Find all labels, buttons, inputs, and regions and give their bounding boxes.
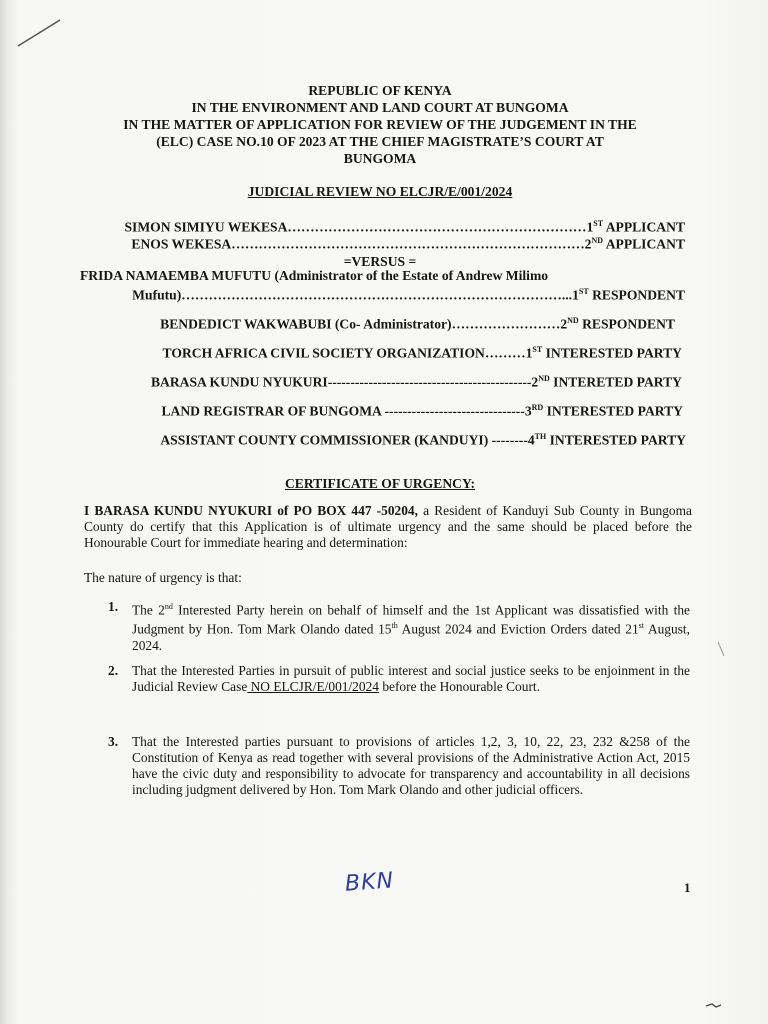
versus-divider: =VERSUS =: [343, 254, 417, 269]
header-line: (ELC) CASE NO.10 OF 2023 AT THE CHIEF MAGISTRATE’S COURT AT: [156, 134, 604, 149]
item-text: Interested Party herein on behalf of himself and the 1st Applicant was dissatisfied with the Judgment by Hon. Tom Mark Olando dated 15: [132, 602, 690, 637]
party-text: TORCH AFRICA CIVIL SOCIETY ORGANIZATION………1: [162, 345, 533, 361]
party-text: LAND REGISTRAR OF BUNGOMA -------------------------------3: [161, 403, 532, 419]
party-role: INTERESTED PARTY: [543, 403, 683, 419]
party-ordinal: TH: [534, 432, 547, 441]
header-line: IN THE MATTER OF APPLICATION FOR REVIEW OF THE JUDGEMENT IN THE: [123, 117, 637, 132]
item-number: 3.: [108, 734, 119, 749]
handwritten-initials: BKN: [344, 868, 395, 897]
party-ordinal: ST: [578, 287, 589, 296]
deponent-name: I BARASA KUNDU NYUKURI of PO BOX 447 -50204,: [84, 503, 418, 518]
party-ordinal: ND: [591, 236, 604, 245]
item-sup: nd: [164, 602, 173, 611]
party-text: ENOS WEKESA……………………………………………………………………2: [131, 236, 592, 252]
party-text: ASSISTANT COUNTY COMMISSIONER (KANDUYI) --------4: [160, 432, 535, 448]
item-text: August, 2024.: [132, 621, 690, 653]
header-line: REPUBLIC OF KENYA: [308, 83, 452, 98]
urgency-item-2: [108, 663, 690, 695]
item-number: 1.: [108, 599, 119, 614]
item-text: The 2: [132, 602, 165, 618]
party-ordinal: ST: [532, 345, 543, 354]
party-respondent-1-line1: [80, 268, 685, 284]
item-sup: th: [391, 621, 398, 631]
party-text: BENDEDICT WAKWABUBI (Co- Administrator)……………………2: [160, 316, 568, 332]
scan-speck: [716, 640, 726, 660]
nature-heading: The nature of urgency is that:: [84, 570, 242, 585]
party-role: INTERESTED PARTY: [542, 345, 682, 361]
party-text: SIMON SIMIYU WEKESA…………………………………………………………1: [124, 219, 594, 235]
page-number: 1: [684, 880, 691, 895]
judicial-review-title: JUDICIAL REVIEW NO ELCJR/E/001/2024: [247, 184, 513, 199]
item-text: That the Interested Parties in pursuit of public interest and social justice seeks to be enjoinment in the Judicial Review Case: [132, 663, 690, 694]
party-ordinal: RD: [531, 403, 544, 412]
item-text: That the Interested parties pursuant to provisions of articles 1,2, 3, 10, 22, 23, 232 &258 of the Constitution of Kenya as read together with several provisions of the Administrative Action Act, 2015 have the civic duty and responsibility to advocate for transparency and accountability in all decisions including judgment delivered by Hon. Tom Mark Olando and other judicial officers.: [132, 734, 690, 797]
party-role: APPLICANT: [603, 219, 685, 235]
court-header: [60, 82, 700, 167]
party-ordinal: ST: [593, 219, 604, 228]
intro-text: a Resident of Kanduyi Sub County in Bungoma County do certify that this Application is of ultimate urgency and the same should be placed before the Honourable Court for immediate hearing and determination:: [84, 503, 692, 550]
certificate-title: CERTIFICATE OF URGENCY:: [284, 476, 476, 491]
party-role: APPLICANT: [603, 236, 685, 252]
party-text: BARASA KUNDU NYUKURI---------------------------------------------2: [150, 374, 539, 390]
header-line: IN THE ENVIRONMENT AND LAND COURT AT BUNGOMA: [191, 100, 569, 115]
item-text: August 2024 and Eviction Orders dated 21: [397, 621, 639, 637]
party-text: FRIDA NAMAEMBA MUFUTU (Administrator of the Estate of Andrew Milimo: [80, 268, 549, 283]
item-number: 2.: [108, 663, 119, 678]
party-role: RESPONDENT: [588, 287, 685, 303]
party-text: Mufutu)…………………………………………………………………………...1: [132, 287, 579, 303]
party-role: INTERESTED PARTY: [546, 432, 686, 448]
party-ordinal: ND: [538, 374, 550, 383]
party-role: INTERETED PARTY: [549, 374, 682, 390]
party-role: RESPONDENT: [578, 316, 675, 332]
header-line: BUNGOMA: [343, 151, 417, 166]
certificate-intro: [84, 503, 692, 551]
party-ordinal: ND: [567, 316, 579, 325]
pen-stroke-mark: [14, 14, 64, 50]
item-text: before the Honourable Court.: [378, 679, 540, 694]
scan-speck: [704, 1000, 724, 1012]
item-sup: st: [638, 621, 645, 631]
urgency-item-1: [108, 599, 690, 654]
case-number-underlined: NO ELCJR/E/001/2024: [247, 679, 379, 694]
urgency-item-3: [108, 734, 690, 798]
